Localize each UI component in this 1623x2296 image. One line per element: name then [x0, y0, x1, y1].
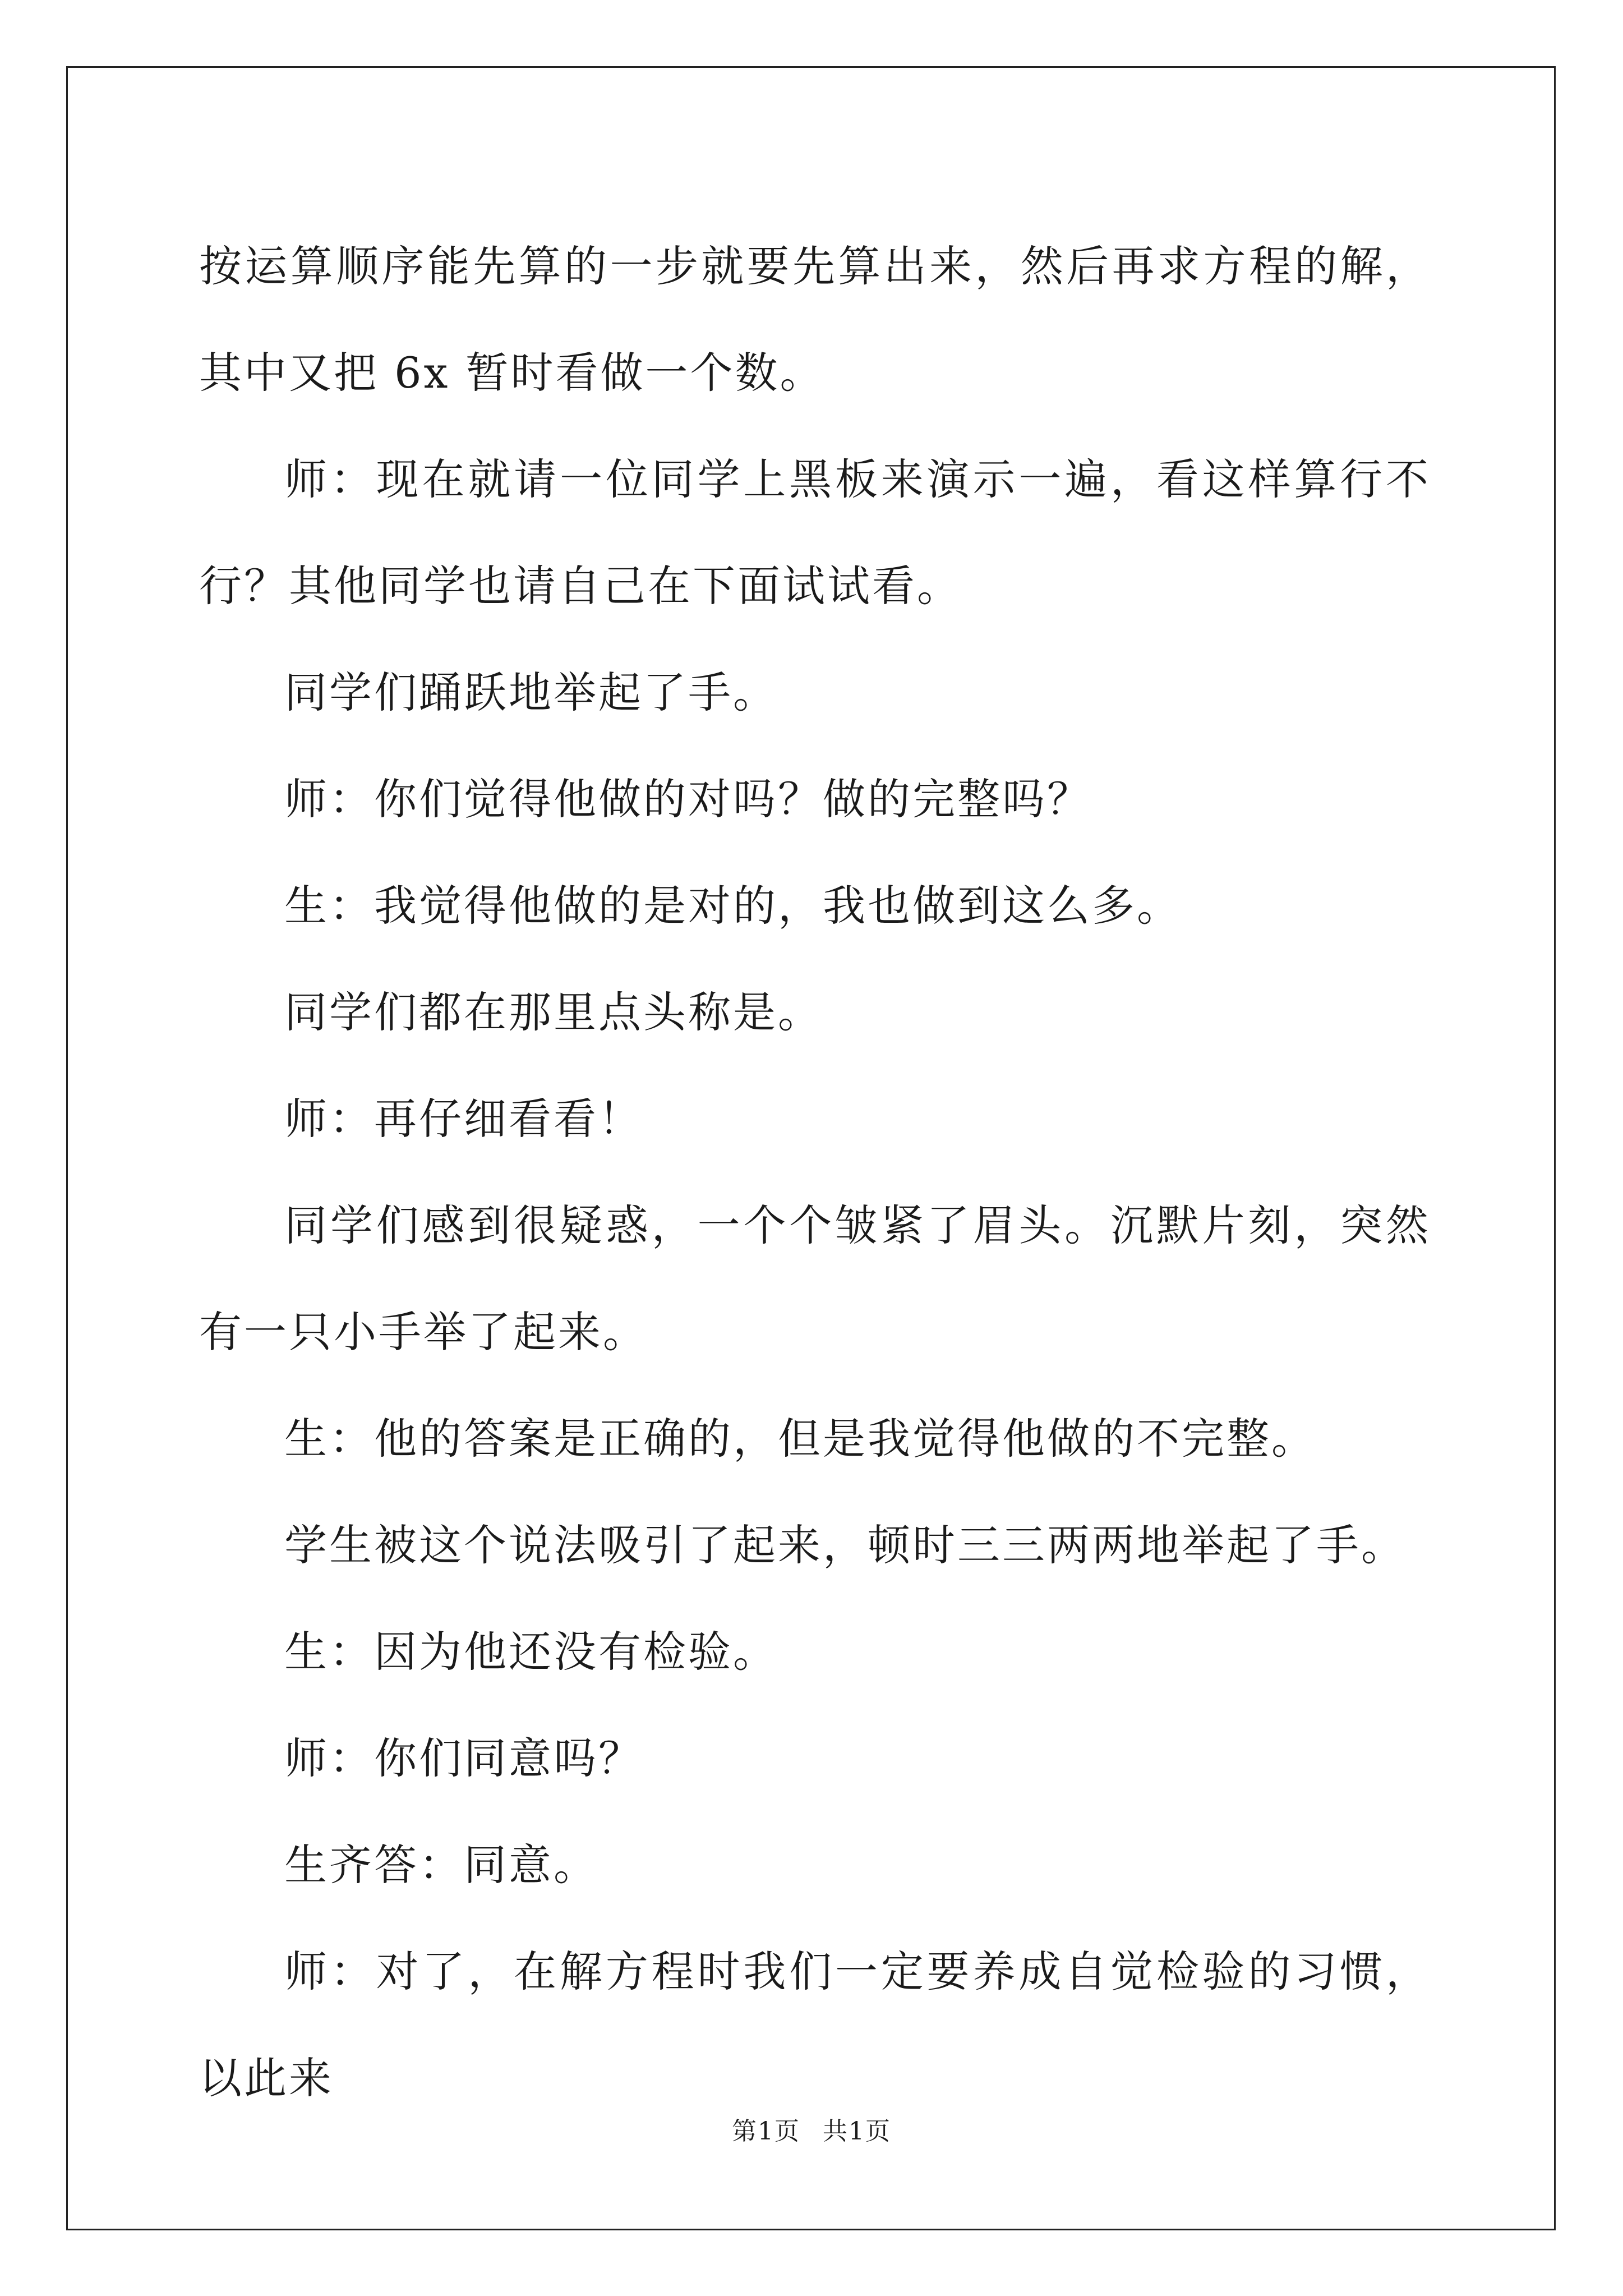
paragraph: 生齐答：同意。: [284, 1840, 598, 1890]
paragraph: 生：他的答案是正确的，但是我觉得他做的不完整。: [284, 1414, 1316, 1464]
document-body: [199, 213, 1431, 2132]
paragraph: 师：对了，在解方程时我们一定要养成自觉检验的习惯，以此来: [199, 1947, 1431, 2103]
paragraph: 学生被这个说法吸引了起来，顿时三三两两地举起了手。: [284, 1520, 1406, 1570]
paragraph: 师：现在就请一位同学上黑板来演示一遍，看这样算行不行？其他同学也请自己在下面试试看。: [199, 454, 1431, 611]
paragraph: 按运算顺序能先算的一步就要先算出来，然后再求方程的解，其中又把 6x 暂时看做一个数。: [199, 241, 1431, 398]
paragraph: 同学们感到很疑惑，一个个皱紧了眉头。沉默片刻，突然有一只小手举了起来。: [199, 1200, 1431, 1357]
page-number: 第1页: [732, 2117, 800, 2146]
paragraph: 师：你们同意吗？: [284, 1733, 643, 1783]
paragraph: 同学们都在那里点头称是。: [284, 987, 823, 1037]
page-footer: [0, 2115, 1623, 2148]
paragraph: 生：我觉得他做的是对的，我也做到这么多。: [284, 881, 1182, 931]
paragraph: 生：因为他还没有检验。: [284, 1627, 778, 1677]
paragraph: 师：你们觉得他做的对吗？做的完整吗？: [284, 774, 1092, 824]
paragraph: 同学们踊跃地举起了手。: [284, 668, 778, 717]
paragraph: 师：再仔细看看！: [284, 1094, 643, 1144]
page-total: 共1页: [823, 2117, 891, 2146]
